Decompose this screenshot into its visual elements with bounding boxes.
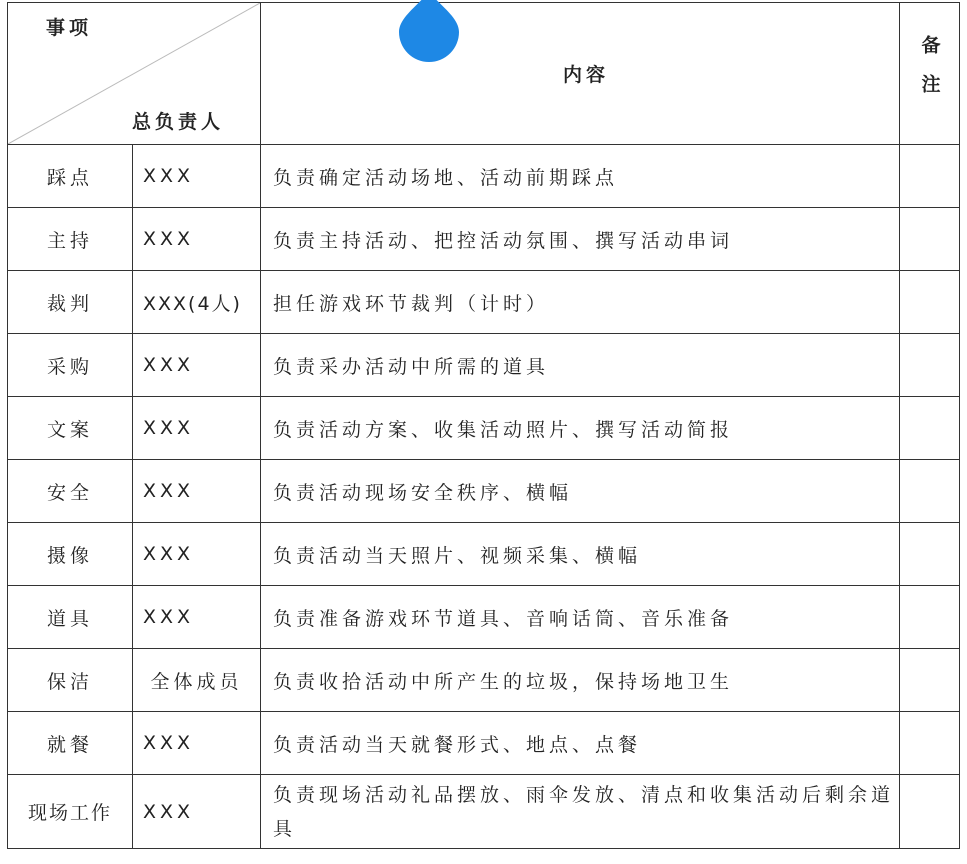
table-row bbox=[8, 649, 960, 712]
drag-handle-icon[interactable] bbox=[399, 0, 459, 62]
owner-cell: XXX bbox=[133, 208, 261, 271]
header-item-label: 事项 bbox=[46, 17, 93, 39]
item-cell: 现场工作 bbox=[8, 775, 133, 849]
content-cell: 负责活动方案、收集活动照片、撰写活动简报 bbox=[261, 397, 900, 460]
table-row bbox=[8, 712, 960, 775]
item-cell: 主持 bbox=[8, 208, 133, 271]
note-cell bbox=[900, 649, 960, 712]
table-row bbox=[8, 775, 960, 849]
table-row bbox=[8, 271, 960, 334]
header-owner-label: 总负责人 bbox=[132, 111, 225, 133]
item-cell: 就餐 bbox=[8, 712, 133, 775]
header-note-cell bbox=[900, 3, 960, 145]
owner-cell: XXX bbox=[133, 712, 261, 775]
content-cell: 负责现场活动礼品摆放、雨伞发放、清点和收集活动后剩余道具 bbox=[261, 775, 900, 849]
header-note-label: 备注 bbox=[918, 34, 941, 113]
item-cell: 摄像 bbox=[8, 523, 133, 586]
owner-cell: XXX(4人) bbox=[133, 271, 261, 334]
item-cell: 安全 bbox=[8, 460, 133, 523]
item-cell: 文案 bbox=[8, 397, 133, 460]
content-cell: 负责确定活动场地、活动前期踩点 bbox=[261, 145, 900, 208]
note-cell bbox=[900, 460, 960, 523]
note-cell bbox=[900, 208, 960, 271]
content-cell: 负责活动当天照片、视频采集、横幅 bbox=[261, 523, 900, 586]
owner-cell: XXX bbox=[133, 460, 261, 523]
content-cell: 负责准备游戏环节道具、音响话筒、音乐准备 bbox=[261, 586, 900, 649]
table-row bbox=[8, 397, 960, 460]
owner-cell: XXX bbox=[133, 775, 261, 849]
item-cell: 踩点 bbox=[8, 145, 133, 208]
note-cell bbox=[900, 397, 960, 460]
table-row bbox=[8, 586, 960, 649]
owner-cell: XXX bbox=[133, 145, 261, 208]
content-cell: 负责活动现场安全秩序、横幅 bbox=[261, 460, 900, 523]
item-cell: 保洁 bbox=[8, 649, 133, 712]
owner-cell: 全体成员 bbox=[133, 649, 261, 712]
note-cell bbox=[900, 523, 960, 586]
content-cell: 担任游戏环节裁判（计时） bbox=[261, 271, 900, 334]
note-cell bbox=[900, 271, 960, 334]
content-cell: 负责活动当天就餐形式、地点、点餐 bbox=[261, 712, 900, 775]
table-row bbox=[8, 460, 960, 523]
item-cell: 裁判 bbox=[8, 271, 133, 334]
header-diagonal-cell bbox=[8, 3, 261, 145]
owner-cell: XXX bbox=[133, 397, 261, 460]
owner-cell: XXX bbox=[133, 523, 261, 586]
note-cell bbox=[900, 145, 960, 208]
item-cell: 道具 bbox=[8, 586, 133, 649]
table-row bbox=[8, 523, 960, 586]
note-cell bbox=[900, 712, 960, 775]
note-cell bbox=[900, 775, 960, 849]
table-header-row bbox=[8, 3, 960, 145]
content-cell: 负责主持活动、把控活动氛围、撰写活动串词 bbox=[261, 208, 900, 271]
table-row bbox=[8, 334, 960, 397]
table-row bbox=[8, 145, 960, 208]
note-cell bbox=[900, 586, 960, 649]
content-cell: 负责采办活动中所需的道具 bbox=[261, 334, 900, 397]
content-cell: 负责收拾活动中所产生的垃圾，保持场地卫生 bbox=[261, 649, 900, 712]
owner-cell: XXX bbox=[133, 334, 261, 397]
table-row bbox=[8, 208, 960, 271]
responsibility-table bbox=[7, 2, 960, 849]
owner-cell: XXX bbox=[133, 586, 261, 649]
header-content-label: 内容 bbox=[261, 3, 900, 145]
item-cell: 采购 bbox=[8, 334, 133, 397]
note-cell bbox=[900, 334, 960, 397]
